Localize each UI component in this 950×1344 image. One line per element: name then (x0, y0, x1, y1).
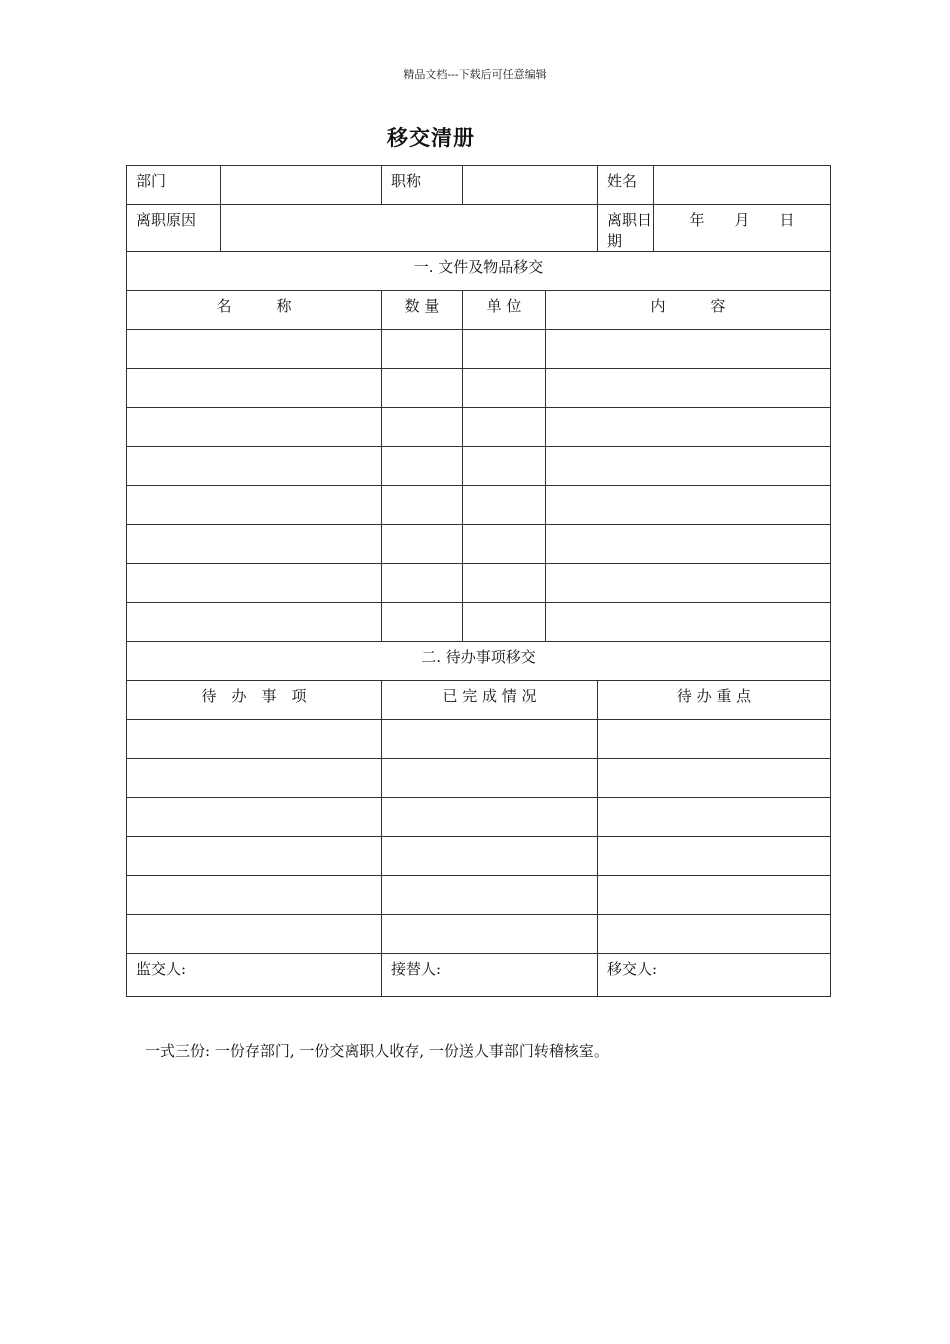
completion-status-cell[interactable] (382, 720, 598, 759)
item-content-cell[interactable] (546, 369, 831, 408)
pending-focus-cell[interactable] (598, 837, 831, 876)
col-pending-focus: 待 办 重 点 (598, 681, 831, 720)
item-name-cell[interactable] (127, 486, 382, 525)
col-completion-status: 已 完 成 情 况 (382, 681, 598, 720)
date-month: 月 (734, 211, 750, 229)
date-year: 年 (689, 211, 705, 229)
item-content-cell[interactable] (546, 564, 831, 603)
item-quantity-cell[interactable] (382, 525, 463, 564)
table-row (127, 837, 831, 876)
handover-form-table (126, 165, 831, 997)
position-field[interactable] (463, 166, 598, 205)
dept-label: 部门 (127, 166, 221, 205)
col-quantity: 数 量 (382, 291, 463, 330)
date-label: 离职日期 (598, 205, 654, 252)
item-unit-cell[interactable] (463, 408, 546, 447)
table-row (127, 603, 831, 642)
page-title: 移交清册 (387, 125, 475, 150)
reason-label: 离职原因 (127, 205, 221, 252)
col-pending-item: 待 办 事 项 (127, 681, 382, 720)
item-unit-cell[interactable] (463, 564, 546, 603)
name-label: 姓名 (598, 166, 654, 205)
footnote: 一式三份: 一份存部门, 一份交离职人收存, 一份送人事部门转稽核室。 (145, 1042, 609, 1060)
item-unit-cell[interactable] (463, 525, 546, 564)
item-quantity-cell[interactable] (382, 603, 463, 642)
item-unit-cell[interactable] (463, 330, 546, 369)
pending-item-cell[interactable] (127, 876, 382, 915)
item-quantity-cell[interactable] (382, 564, 463, 603)
table-row (127, 330, 831, 369)
table-row (127, 486, 831, 525)
item-unit-cell[interactable] (463, 603, 546, 642)
completion-status-cell[interactable] (382, 837, 598, 876)
col-content: 内 容 (546, 291, 831, 330)
item-name-cell[interactable] (127, 408, 382, 447)
pending-focus-cell[interactable] (598, 759, 831, 798)
dept-field[interactable] (221, 166, 382, 205)
section1-header-row (127, 291, 831, 330)
section2-title: 二. 待办事项移交 (127, 642, 831, 681)
item-content-cell[interactable] (546, 603, 831, 642)
info-row-2 (127, 205, 831, 252)
table-row (127, 876, 831, 915)
position-label: 职称 (382, 166, 463, 205)
header-note: 精品文档---下载后可任意编辑 (403, 68, 547, 81)
successor-signature[interactable]: 接替人: (382, 954, 598, 997)
completion-status-cell[interactable] (382, 915, 598, 954)
signature-row (127, 954, 831, 997)
table-row (127, 447, 831, 486)
pending-item-cell[interactable] (127, 759, 382, 798)
date-day: 日 (779, 211, 795, 229)
completion-status-cell[interactable] (382, 876, 598, 915)
item-content-cell[interactable] (546, 447, 831, 486)
item-name-cell[interactable] (127, 330, 382, 369)
item-quantity-cell[interactable] (382, 330, 463, 369)
pending-focus-cell[interactable] (598, 720, 831, 759)
table-row (127, 369, 831, 408)
item-name-cell[interactable] (127, 525, 382, 564)
item-quantity-cell[interactable] (382, 369, 463, 408)
pending-item-cell[interactable] (127, 915, 382, 954)
table-row (127, 408, 831, 447)
item-quantity-cell[interactable] (382, 486, 463, 525)
item-content-cell[interactable] (546, 486, 831, 525)
pending-focus-cell[interactable] (598, 915, 831, 954)
table-row (127, 525, 831, 564)
table-row (127, 564, 831, 603)
table-row (127, 720, 831, 759)
completion-status-cell[interactable] (382, 798, 598, 837)
table-row (127, 759, 831, 798)
reason-field[interactable] (221, 205, 598, 252)
item-content-cell[interactable] (546, 408, 831, 447)
table-row (127, 798, 831, 837)
item-unit-cell[interactable] (463, 369, 546, 408)
item-unit-cell[interactable] (463, 447, 546, 486)
supervisor-signature[interactable]: 监交人: (127, 954, 382, 997)
item-content-cell[interactable] (546, 525, 831, 564)
item-name-cell[interactable] (127, 603, 382, 642)
item-quantity-cell[interactable] (382, 408, 463, 447)
name-field[interactable] (654, 166, 831, 205)
item-name-cell[interactable] (127, 447, 382, 486)
handover-signature[interactable]: 移交人: (598, 954, 831, 997)
pending-item-cell[interactable] (127, 798, 382, 837)
section2-header-row (127, 681, 831, 720)
item-quantity-cell[interactable] (382, 447, 463, 486)
info-row-1 (127, 166, 831, 205)
table-row (127, 915, 831, 954)
section1-title-row (127, 252, 831, 291)
item-name-cell[interactable] (127, 369, 382, 408)
section1-title: 一. 文件及物品移交 (127, 252, 831, 291)
pending-item-cell[interactable] (127, 837, 382, 876)
pending-item-cell[interactable] (127, 720, 382, 759)
item-unit-cell[interactable] (463, 486, 546, 525)
col-name: 名 称 (127, 291, 382, 330)
item-name-cell[interactable] (127, 564, 382, 603)
date-field[interactable] (654, 205, 831, 252)
pending-focus-cell[interactable] (598, 798, 831, 837)
completion-status-cell[interactable] (382, 759, 598, 798)
pending-focus-cell[interactable] (598, 876, 831, 915)
col-unit: 单 位 (463, 291, 546, 330)
item-content-cell[interactable] (546, 330, 831, 369)
section2-title-row (127, 642, 831, 681)
